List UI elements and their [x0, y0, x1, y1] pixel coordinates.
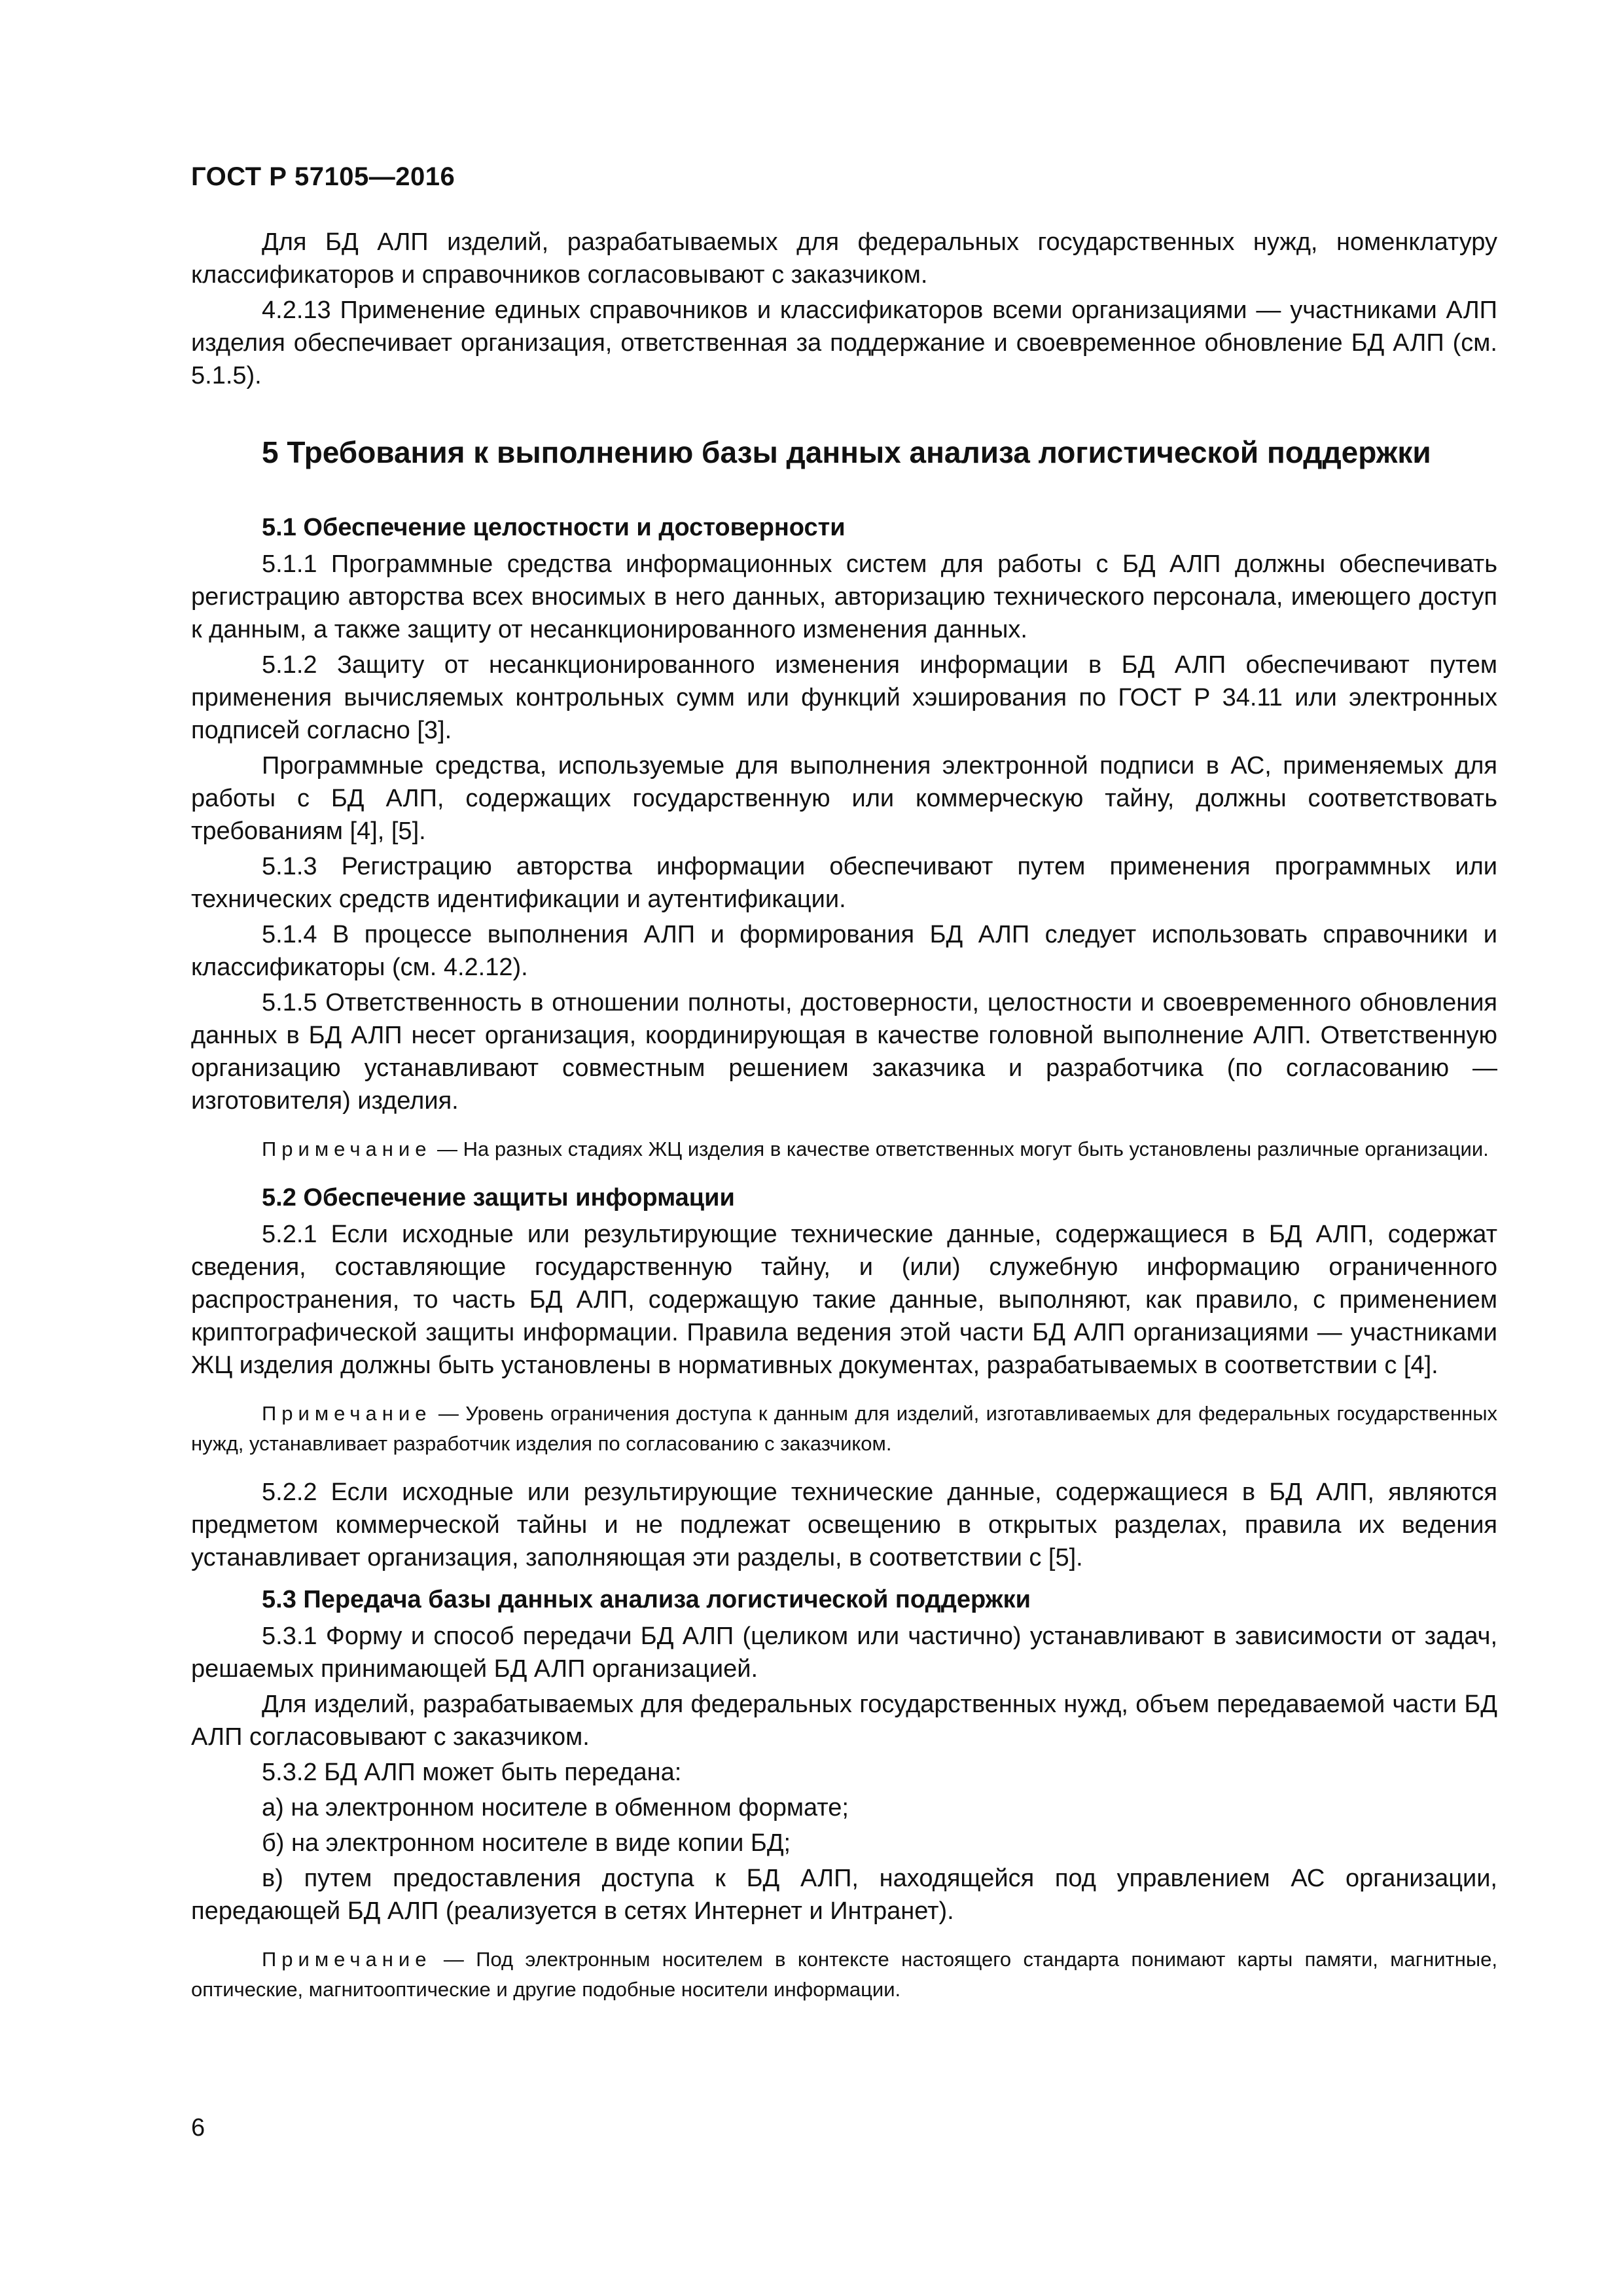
- note: [191, 1134, 1497, 1164]
- list-item: в) путем предоставления доступа к БД АЛП, находящейся под управлением АС организации, передающей БД АЛП (реализуется в сетях Интернет и Интранет).: [191, 1865, 1497, 1925]
- paragraph: 5.1.1 Программные средства информационных систем для работы с БД АЛП должны обеспечивать регистрацию авторства всех вносимых в него данных, авторизацию технического персонала, имеющего доступ к данным, а также защиту от несанкционированного изменения данных.: [191, 550, 1497, 643]
- paragraph: 5.1.3 Регистрацию авторства информации обеспечивают путем применения программных или технических средств идентификации и аутентификации.: [191, 853, 1497, 913]
- note-label: Примечание: [262, 1138, 432, 1160]
- paragraph: 5.1.2 Защиту от несанкционированного изменения информации в БД АЛП обеспечивают путем применения вычисляемых контрольных сумм или функций хэширования по ГОСТ Р 34.11 или электронных подписей согласно [3].: [191, 651, 1497, 744]
- note-text: — Под электронным носителем в контексте настоящего стандарта понимают карты памяти, магнитные, оптические, магнитооптические и другие подобные носители информации.: [191, 1948, 1497, 2001]
- subsection-heading: 5.1 Обеспечение целостности и достоверности: [262, 514, 846, 541]
- subsection-heading: 5.3 Передача базы данных анализа логистической поддержки: [262, 1586, 1031, 1613]
- paragraph: 5.1.5 Ответственность в отношении полноты, достоверности, целостности и своевременного обновления данных в БД АЛП несет организация, координирующая в качестве головной выполнение АЛП. Ответственную организацию устанавливают совместным решением заказчика и разработчика (по согласованию — изготовителя) изделия.: [191, 989, 1497, 1115]
- subsection-heading: 5.2 Обеспечение защиты информации: [262, 1184, 735, 1211]
- list-item: а) на электронном носителе в обменном формате;: [262, 1794, 849, 1821]
- document-header: ГОСТ Р 57105—2016: [191, 162, 455, 191]
- note: [191, 1399, 1497, 1459]
- paragraph: Для БД АЛП изделий, разрабатываемых для федеральных государственных нужд, номенклатуру классификаторов и справочников согласовывают с заказчиком.: [191, 228, 1497, 289]
- note: [191, 1945, 1497, 2005]
- paragraph: Программные средства, используемые для выполнения электронной подписи в АС, применяемых для работы с БД АЛП, содержащих государственную или коммерческую тайну, должны соответствовать требованиям [4], [5].: [191, 752, 1497, 845]
- list-item: б) на электронном носителе в виде копии БД;: [262, 1829, 791, 1857]
- document-body: [191, 226, 1497, 2022]
- note-text: — Уровень ограничения доступа к данным для изделий, изготавливаемых для федеральных государственных нужд, устанавливает разработчик изделия по согласованию с заказчиком.: [191, 1402, 1497, 1455]
- note-text: — На разных стадиях ЖЦ изделия в качестве ответственных могут быть установлены различные организации.: [431, 1138, 1489, 1160]
- paragraph: 5.3.1 Форму и способ передачи БД АЛП (целиком или частично) устанавливают в зависимости от задач, решаемых принимающей БД АЛП организацией.: [191, 1623, 1497, 1683]
- paragraph: 5.2.1 Если исходные или результирующие технические данные, содержащиеся в БД АЛП, содержат сведения, составляющие государственную тайну, и (или) служебную информацию ограниченного распространения, то часть БД АЛП, содержащую такие данные, выполняют, как правило, с применением криптографической защиты информации. Правила ведения этой части БД АЛП организациями — участниками ЖЦ изделия должны быть установлены в нормативных документах, разрабатываемых в соответствии с [4].: [191, 1221, 1497, 1379]
- page-number: 6: [191, 2114, 205, 2142]
- note-label: Примечание: [262, 1948, 432, 1971]
- paragraph: 4.2.13 Применение единых справочников и классификаторов всеми организациями — участниками АЛП изделия обеспечивает организация, ответственная за поддержание и своевременное обновление БД АЛП (см. 5.1.5).: [191, 296, 1497, 389]
- paragraph: 5.1.4 В процессе выполнения АЛП и формирования БД АЛП следует использовать справочники и классификаторы (см. 4.2.12).: [191, 921, 1497, 981]
- paragraph: 5.2.2 Если исходные или результирующие технические данные, содержащиеся в БД АЛП, являются предметом коммерческой тайны и не подлежат освещению в открытых разделах, правила их ведения устанавливает организация, заполняющая эти разделы, в соответствии с [5].: [191, 1479, 1497, 1571]
- paragraph: 5.3.2 БД АЛП может быть передана:: [262, 1759, 682, 1786]
- section-heading: 5 Требования к выполнению базы данных анализа логистической поддержки: [262, 435, 1431, 469]
- paragraph: Для изделий, разрабатываемых для федеральных государственных нужд, объем передаваемой части БД АЛП согласовывают с заказчиком.: [191, 1691, 1497, 1751]
- note-label: Примечание: [262, 1402, 432, 1425]
